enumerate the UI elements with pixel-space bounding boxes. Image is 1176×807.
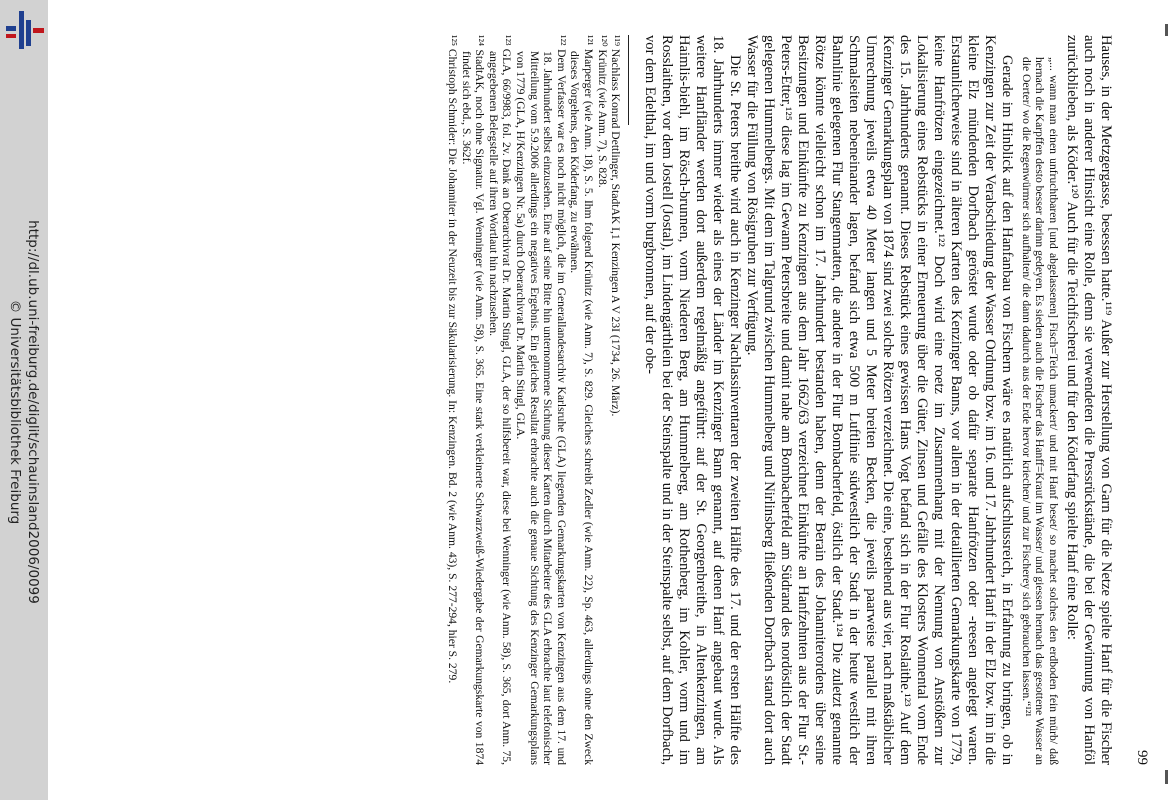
footnotes <box>446 35 623 765</box>
footnote-divider <box>628 35 629 125</box>
sidebar-caption <box>4 17 44 807</box>
footnote: ¹²⁰ Krünitz (wie Anm. 7), S. 828. <box>595 35 609 188</box>
footnote: ¹²² Dem Verfasser war es noch nicht möglich, die im Generallandesarchiv Karlsruhe (GLA) liegenden Gemarkungskarten von Kenzingen aus dem 17. und 18. Jahrhundert selbst einzusehen. Eine auf seine Bitte hin unternommene Sichtung dieser Karten durch Mitarbeiter des GLA erbrachte laut telefonischer Mitteilung vom 5.9.2006 allerdings ein negatives Ergebnis. Ein gleiches Resultat erbrachte auch die genaue Sichtung des Kenzinger Gemarkungsplans von 1779 (GLA, H/Kenzingen Nr. 5a) durch Oberarchivrat Dr. Martin Stingl, GLA. <box>514 35 568 765</box>
body-text <box>446 35 1115 765</box>
page-viewer[interactable] <box>48 0 1176 800</box>
paragraph: Hauses, in der Metzgergasse, besessen hatte.¹¹⁹ Außer zur Herstellung von Garn für die Netze spielte Hanf für die Fischer auch noch in anderer Hinsicht eine Rolle, denn sie verwendeten die Pressrückstände, die bei der Gewinnung von Hanföl zurückblieben, als Köder.¹²⁰ Auch für die Teichfischerei und für den Köderfang spielte Hanf eine Rolle: <box>1064 35 1114 765</box>
copyright-notice: © Universitätsbibliothek Freiburg <box>7 299 23 525</box>
scan-edge-marks <box>1164 0 1168 800</box>
footnote: ¹²⁵ Christoph Schmider: Die Johanniter in der Neuzeit bis zur Säkularisierung. In: Kenzingen. Bd. 2 (wie Anm. 43), S. 277-294, hier S. 279. <box>446 35 460 684</box>
scanned-page <box>188 35 1150 765</box>
footnote: ¹²³ GLA, 66/9983, fol. 2v. Dank an Oberarchivrat Dr. Martin Stingl, GLA, der so hilfsbereit war, diese bei Wenninger (wie Anm. 58), S. 365, dort Anm. 75, angegebenen Belegstelle auf ihren Wortlaut hin nachzusehen. <box>486 35 514 765</box>
viewer-sidebar <box>0 0 48 800</box>
block-quote: „... wann man einen unfruchtbaren [und abgelassenen] Fisch=Teich umackert/ und mit Hanf beset/ so machet solches den erdboden fein mürb/ daß hernach die Karpffen desto besser darinn gedeyen. Es sieden auch die Fischer das Hanff=Kraut im Wasser/ und giessen hernach das gesottene Wasser an die Oerter/ wo die Regenwürmer sich aufhalten/ die dann dadurch aus der Erde hervor kriechen/ und zur Fischerey sich gebrauchen lassen.“¹²¹ <box>1019 57 1060 765</box>
paragraph: Die St. Peters breithe wird auch in Kenzinger Nachlassinventaren der zweiten Hälfte des 17. und der ersten Hälfte des 18. Jahrhunderts immer wieder als eines der Länder im Kenzinger Bann genannt, auf denen Hanf angebaut wurde. Als weitere Hanfländer werden dort außerdem regelmäßig angeführt: auf der St. Georgenbreithe, in Altenkenzingen, am Haimlis-biehl, im Rösch-brunnen, vorm Niederen Berg, am Hummelberg, am Rothenberg, im Kohler, vorm und im Rosslaithen, vor dem Jostell (Jostal), im Lindengärthlein bei der Steinspalte und in der Steinspalte selbst, auf dem Dorfbach, vor dem Edelthal, im und vorm burgbronnen, auf der obe- <box>642 35 744 765</box>
footnote: ¹²⁴ StadtAK, noch ohne Signatur. Vgl. Wenninger (wie Anm. 58), S. 365. Eine stark verkleinerte Schwarzweiß-Wiedergabe der Gemarkungskarte von 1874 findet sich ebd., S. 362f. <box>459 35 487 765</box>
footnote: ¹²¹ Marperger (wie Anm. 18), S. 5. Ihm folgend Krünitz (wie Anm. 7), S. 829. Gleiches schreibt Zedler (wie Anm. 22), Sp. 463, allerdings ohne den Zweck dieses Vorgehens, den Köderfang, zu erwähnen. <box>568 35 596 765</box>
page-number: 99 <box>1134 750 1150 765</box>
footnote: ¹¹⁹ Nachlass Konrad Dettlinger, StadtAK I,1 Kenzingen A V 23I (1734, 26. März). <box>609 35 623 417</box>
paragraph: Gerade im Hinblick auf den Hanfanbau von Fischern wäre es natürlich aufschlussreich, in Erfahrung zu bringen, ob in Kenzingen zur Zeit der Verabschiedung der Wasser Ordnung bzw. im 16. und 17. Jahrhundert Hanf in der Elz bzw. im in die kleine Elz mündenden Dorfbach geröstet wurde oder ob dafür separate Hanfrötzen oder -reesen angelegt waren. Erstaunlicherweise sind in älteren Karten des Kenzinger Banns, vor allem in der detaillierten Gemarkungskarte von 1779, keine Hanfrötzen eingezeichnet.¹²² Doch wird eine roetz im Zusammenhang mit der Nennung von Anstößern zur Lokalisierung eines Rebstücks in einer Erneuerung über die Güter, Zinsen und Gefälle des Klosters Wonnental vom Ende des 15. Jahrhunderts genannt. Dieses Rebstück eines gewissen Hans Vogt befand sich in der Flur Roslaithe.¹²³ Auf dem Kenzinger Gemarkungsplan von 1874 sind zwei solche Rötzen verzeichnet. Die eine, bestehend aus vier, nach maßstäblicher Umrechnung jeweils etwa 40 Meter langen und 5 Meter breiten Becken, die jeweils paarweise parallel mit ihren Schmalseiten nebeneinander lagen, befand sich etwa 500 m Luftlinie südwestlich der Stadt in der heute westlich der Bahnlinie gelegenen Flur Stangenmatten, die andere in der Flur Bombacherfeld, östlich der Stadt.¹²⁴ Die zuletzt genannte Rötze könnte vielleicht schon im 17. Jahrhundert bestanden haben, denn der Berain des Johanniterordens über seine Besitzungen und Einkünfte zu Kenzingen aus dem Jahr 1662/63 verzeichnet Einkünfte an Hanfzehnten aus der Flur St.-Peters-Etter,¹²⁵ diese lag im Gewann Petersbreite und damit nahe am Bombacherfeld am Südrand des nordöstlich der Stadt gelegenen Hummelbergs. Mit dem im Talgrund zwischen Hummelberg und Nirlinsberg fließenden Dorfbach stand dort auch Wasser für die Füllung von Rösigruben zur Verfügung. <box>744 35 1016 765</box>
permalink-url[interactable]: http://dl.ub.uni-freiburg.de/diglit/schauinsland2006/0099 <box>25 220 41 604</box>
